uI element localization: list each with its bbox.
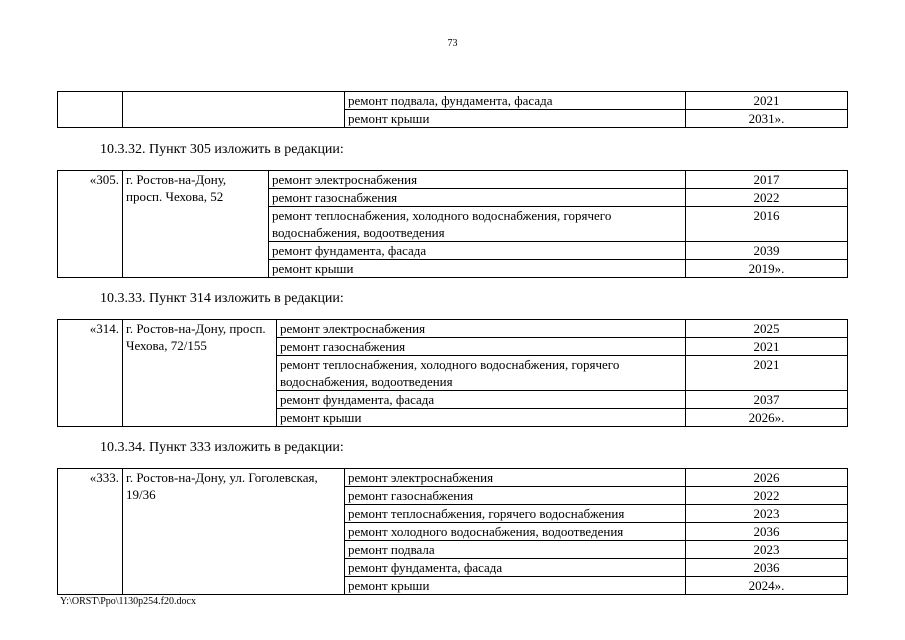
section-caption: 10.3.33. Пункт 314 изложить в редакции: — [100, 291, 344, 306]
work-cell: ремонт электроснабжения — [269, 171, 686, 189]
year-cell: 2039 — [686, 242, 848, 260]
year-cell: 2036 — [686, 559, 848, 577]
work-cell: ремонт фундамента, фасада — [269, 242, 686, 260]
top-table — [57, 91, 848, 128]
year-cell: 2026 — [686, 469, 848, 487]
year-cell: 2025 — [686, 320, 848, 338]
work-cell: ремонт электроснабжения — [277, 320, 686, 338]
year-cell: 2024». — [686, 577, 848, 595]
work-cell: ремонт подвала, фундамента, фасада — [345, 92, 686, 110]
year-cell: 2021 — [686, 92, 848, 110]
table-row — [58, 469, 848, 487]
work-cell: ремонт теплоснабжения, горячего водоснабжения — [345, 505, 686, 523]
year-cell: 2019». — [686, 260, 848, 278]
year-cell: 2022 — [686, 189, 848, 207]
section-table-333 — [57, 468, 848, 595]
work-cell: ремонт теплоснабжения, холодного водоснабжения, горячего водоснабжения, водоотведения — [269, 207, 686, 242]
year-cell: 2022 — [686, 487, 848, 505]
section-table-305 — [57, 170, 848, 278]
section-table-314 — [57, 319, 848, 427]
section-caption: 10.3.32. Пункт 305 изложить в редакции: — [100, 142, 344, 157]
work-cell: ремонт крыши — [269, 260, 686, 278]
work-cell: ремонт фундамента, фасада — [277, 391, 686, 409]
year-cell: 2021 — [686, 338, 848, 356]
year-cell: 2016 — [686, 207, 848, 242]
item-number: «305. — [58, 171, 123, 278]
table-row — [58, 171, 848, 189]
year-cell: 2036 — [686, 523, 848, 541]
year-cell: 2017 — [686, 171, 848, 189]
work-cell: ремонт электроснабжения — [345, 469, 686, 487]
footer-file-path: Y:\ORST\Ppo\1130p254.f20.docx — [60, 596, 196, 607]
work-cell: ремонт подвала — [345, 541, 686, 559]
table-row — [58, 92, 848, 110]
year-cell: 2031». — [686, 110, 848, 128]
address-cell: г. Ростов-на-Дону, просп. Чехова, 52 — [123, 171, 269, 278]
work-cell: ремонт газоснабжения — [345, 487, 686, 505]
work-cell: ремонт теплоснабжения, холодного водоснабжения, горячего водоснабжения, водоотведения — [277, 356, 686, 391]
year-cell: 2021 — [686, 356, 848, 391]
page-number: 73 — [447, 38, 458, 49]
work-cell: ремонт крыши — [345, 110, 686, 128]
address-cell: г. Ростов-на-Дону, просп. Чехова, 72/155 — [123, 320, 277, 427]
section-caption: 10.3.34. Пункт 333 изложить в редакции: — [100, 440, 344, 455]
item-number: «314. — [58, 320, 123, 427]
year-cell: 2023 — [686, 505, 848, 523]
work-cell: ремонт крыши — [345, 577, 686, 595]
work-cell: ремонт газоснабжения — [269, 189, 686, 207]
work-cell: ремонт холодного водоснабжения, водоотведения — [345, 523, 686, 541]
work-cell: ремонт фундамента, фасада — [345, 559, 686, 577]
table-row — [58, 320, 848, 338]
work-cell: ремонт крыши — [277, 409, 686, 427]
item-number: «333. — [58, 469, 123, 595]
address-cell: г. Ростов-на-Дону, ул. Гоголевская, 19/36 — [123, 469, 345, 595]
year-cell: 2026». — [686, 409, 848, 427]
work-cell: ремонт газоснабжения — [277, 338, 686, 356]
year-cell: 2023 — [686, 541, 848, 559]
year-cell: 2037 — [686, 391, 848, 409]
